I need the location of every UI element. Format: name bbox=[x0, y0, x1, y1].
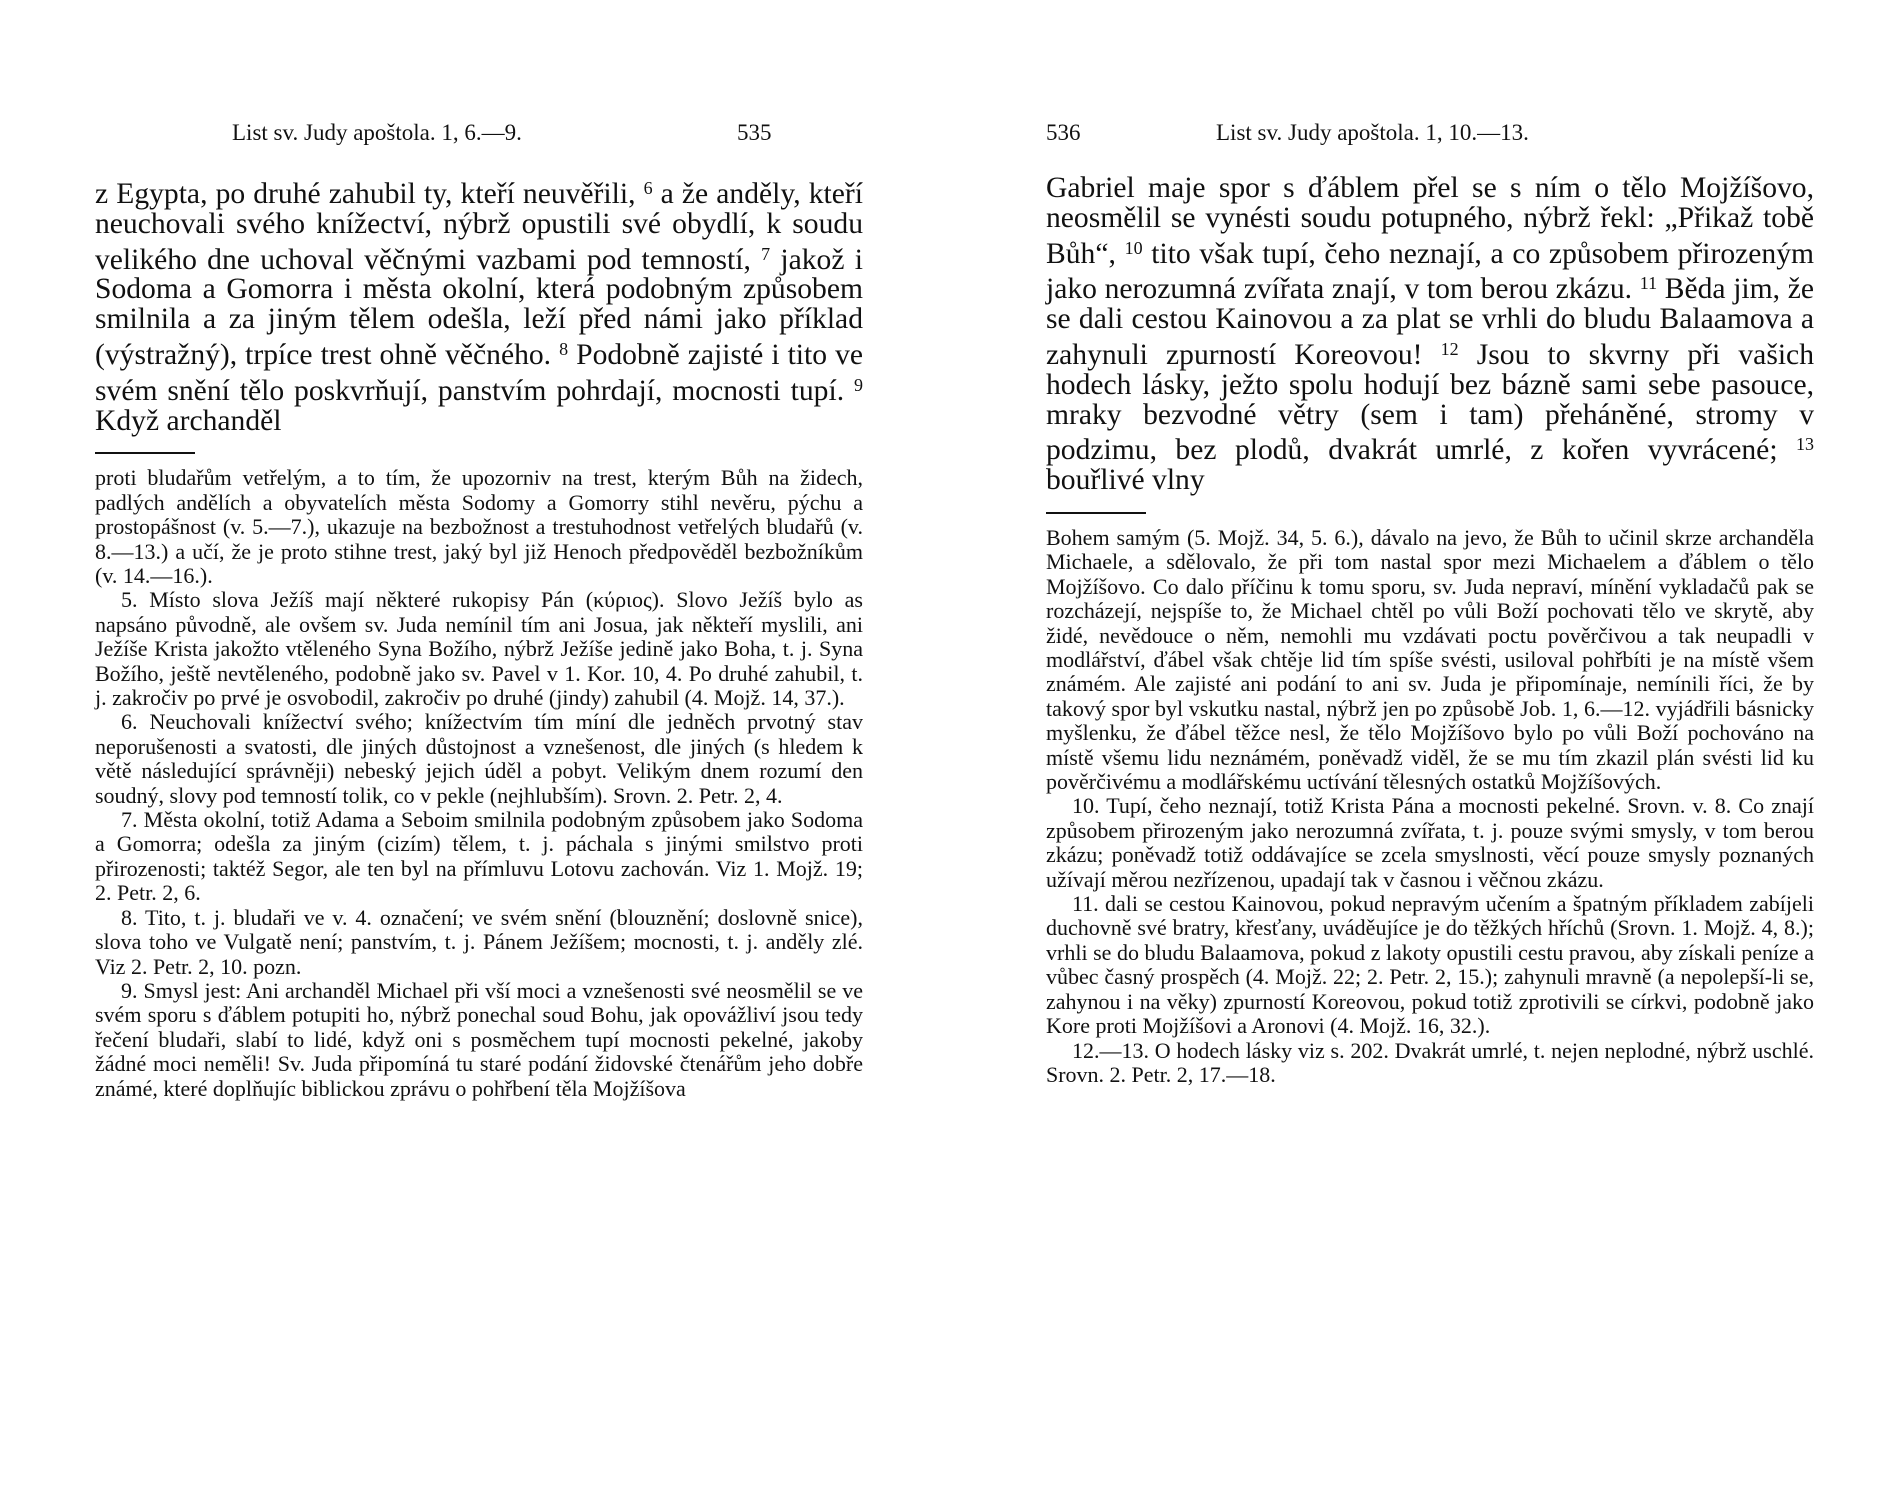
footnote: 8. Tito, t. j. bludaři ve v. 4. označení; ve svém snění (blouznění; doslovně snice), slova toho ve Vulgatě není; panstvím, t. j. Pánem Ježíšem; mocnosti, t. j. anděly zlé. Viz 2. Petr. 2, 10. pozn. bbox=[95, 904, 863, 979]
footnote: 5. Místo slova Ježíš mají některé rukopisy Pán (κύριος). Slovo Ježíš bylo as napsáno původně, ale ovšem sv. Juda nemínil tím ani Josua, jak někteří myslili, ani Ježíše Krista jakožto vtěleného Syna Božího, nýbrž Ježíše jedině jako Boha, t. j. Syna Božího, ještě nevtěleného, podobně jako sv. Pavel v 1. Kor. 10, 4. Po druhé zahubil, t. j. zakročiv po prvé je osvobodil, zakročiv po druhé (jindy) zahubil (4. Mojž. 14, 37.). bbox=[95, 587, 863, 711]
footnote: 6. Neuchovali knížectví svého; knížectvím tím míní dle jedněch prvotný stav neporušenosti a svatosti, dle jiných důstojnost a vznešenost, dle jiných (s hledem k větě následující správněji) nebeský jejich úděl a pobyt. Velikým dnem rozumí den soudný, slovy pod temností tolik, co v pekle (nejhlubším). Srovn. 2. Petr. 2, 4. bbox=[95, 709, 863, 808]
footnote: Bohem samým (5. Mojž. 34, 5. 6.), dávalo na jevo, že Bůh to učinil skrze archanděla Michaele, a sdělovalo, že při tom nastal spor mezi Michaelem a ďáblem o tělo Mojžíšovo. Co dalo příčinu k tomu sporu, sv. Juda nepraví, mínění vykladačů pak se rozcházejí, nejspíše to, že Michael chtěl po vůli Boží pochovati tělo ve skrytě, aby židé, nevědouce o něm, nemohli mu vzdávati poctu pověrčivou a tak neupadli v modlářství, ďábel však chtěje lid tím spíše svésti, usiloval pohřbíti je na místě všem známém. Ale zajisté ani podání to ani sv. Juda je připomínaje, nemínili říci, že by takový spor byl vskutku nastal, nýbrž jen po způsobě Job. 1, 6.—12. vyjádřili básnicky myšlenku, že ďábel těžce nesl, že tělo Mojžíšovo bylo po vůli Boží pochováno na místě všemu lidu neznámém, poněvadž viděl, že se mu tím zkazil plán svésti lid ku pověrčivému a modlářskému uctívání tělesných ostatků Mojžíšových. bbox=[1046, 524, 1814, 795]
verse-number: 12 bbox=[1440, 338, 1459, 359]
footnotes bbox=[1046, 526, 1814, 1087]
verse-number: 8 bbox=[559, 338, 569, 359]
footnote: 9. Smysl jest: Ani archanděl Michael při vší moci a vznešenosti své neosmělil se ve svém sporu s ďáblem potupiti ho, nýbrž ponechal soud Bohu, jak opovážliví jsou tedy řečení bludaři, slabí to lidé, když oni s posměchem tupí mocnosti pekelné, jakoby žádné moci neměli! Sv. Juda připomíná tu staré podání židovské čtenářům jeho dobře známé, které doplňujíc biblickou zprávu o pohřbení těla Mojžíšova bbox=[95, 977, 863, 1101]
text-segment: Běda jim, že se dali cestou Kainovou a za plat se vrhli do bludu Balaamova a zahynuli zpurností Koreovou! bbox=[1046, 273, 1814, 371]
main-text bbox=[1046, 174, 1814, 496]
text-segment: a že anděly, kteří neuchovali svého knížectví, nýbrž opustili své obydlí, k soudu velikého dne uchoval věčnými vazbami pod temností, bbox=[95, 178, 863, 276]
verse-number: 11 bbox=[1639, 273, 1658, 294]
text-segment: z Egypta, po druhé zahubil ty, kteří neuvěřili, bbox=[95, 178, 644, 210]
verse-number: 10 bbox=[1124, 237, 1143, 258]
page-number: 536 bbox=[1046, 120, 1081, 145]
left-page bbox=[95, 120, 863, 1101]
footnotes bbox=[95, 466, 863, 1101]
text-segment: Jsou to skvrny při vašich hodech lásky, ježto spolu hodují bez bázně sami sebe pasouce, mraky bezvodné větry (sem i tam) přeháněné, stromy v podzimu, bez plodů, dvakrát umrlé, z kořen vyvrácené; bbox=[1046, 338, 1814, 467]
verse-number: 6 bbox=[643, 178, 653, 198]
text-segment: tito však tupí, čeho neznají, a co způsobem přirozeným jako nerozumná zvířata znají, v tom berou zkázu. bbox=[1046, 237, 1815, 306]
text-segment: jakož i Sodoma a Gomorra i města okolní, která podobným způsobem smilnila a za jiným tělem odešla, leží před námi jako příklad (výstražný), trpíce trest ohně věčného. bbox=[95, 243, 863, 371]
footnote: 11. dali se cestou Kainovou, pokud nepravým učením a špatným příkladem zabíjeli duchovně své bratry, křesťany, uváděujíce je do těžkých hříchů (Srovn. 1. Mojž. 4, 8.); vrhli se do bludu Balaamova, pokud z lakoty opustili cestu pravou, aby získali peníze a vůbec časný prospěch (4. Mojž. 22; 2. Petr. 2, 15.); zahynuli mravně (a nepolepší-li se, zahynou i na věky) zpurností Koreovou, pokud totiž zprotivili se církvi, podobně jako Kore proti Mojžíšovi a Aronovi (4. Mojž. 16, 32.). bbox=[1046, 891, 1814, 1039]
left-page-header bbox=[95, 120, 863, 160]
right-page-header bbox=[1046, 120, 1814, 160]
main-text bbox=[95, 174, 863, 436]
footnote: 10. Tupí, čeho neznají, totiž Krista Pána a mocnosti pekelné. Srovn. v. 8. Co znají způsobem přirozeným jako nerozumná zvířata, t. j. pouze svými smysly, v tom berou zkázu; poněvadž totiž oddávajíce se zcela smyslnosti, věcí pouze smysly poznaných užívají měrou nezřízenou, upadají tak v časnou i věčnou zkázu. bbox=[1046, 793, 1814, 892]
footnote-divider bbox=[95, 452, 195, 454]
footnote: 12.—13. O hodech lásky viz s. 202. Dvakrát umrlé, t. nejen neplodné, nýbrž uschlé. Srovn. 2. Petr. 2, 17.—18. bbox=[1046, 1037, 1814, 1087]
running-title: List sv. Judy apoštola. 1, 6.—9. bbox=[232, 120, 522, 145]
text-segment: bouřlivé vlny bbox=[1046, 464, 1205, 497]
text-segment: Podobně zajisté i tito ve svém snění tělo poskvrňují, panstvím pohrdají, mocnosti tupí. bbox=[95, 338, 863, 407]
running-title: List sv. Judy apoštola. 1, 10.—13. bbox=[1216, 120, 1529, 145]
page-number: 535 bbox=[737, 120, 772, 145]
text-segment: Gabriel maje spor s ďáblem přel se s ním o tělo Mojžíšovo, neosmělil se vynésti soudu potupného, nýbrž řekl: „Přikaž tobě Bůh“, bbox=[1046, 172, 1814, 270]
verse-number: 7 bbox=[761, 243, 771, 264]
right-page bbox=[1046, 120, 1814, 1087]
footnote-divider bbox=[1046, 512, 1146, 514]
verse-number: 9 bbox=[854, 374, 863, 395]
text-segment: Když archanděl bbox=[95, 404, 282, 437]
footnote: proti bludařům vetřelým, a to tím, že upozorniv na trest, kterým Bůh na židech, padlých andělích a obyvatelích města Sodomy a Gomorry stihl nevěru, pýchu a prostopášnost (v. 5.—7.), ukazuje na bezbožnost a trestuhodnost vetřelých bludařů (v. 8.—13.) a učí, že je proto stihne trest, jaký byl již Henoch předpověděl bezbožníkům (v. 14.—16.). bbox=[95, 465, 863, 588]
footnote: 7. Města okolní, totiž Adama a Seboim smilnila podobným způsobem jako Sodoma a Gomorra; odešla za jiným (cizím) tělem, t. j. páchala s jinými smilstvo proti přirozenosti; taktéž Segor, ale ten byl na přímluvu Lotovu zachován. Viz 1. Mojž. 19; 2. Petr. 2, 6. bbox=[95, 807, 863, 906]
verse-number: 13 bbox=[1796, 434, 1814, 455]
